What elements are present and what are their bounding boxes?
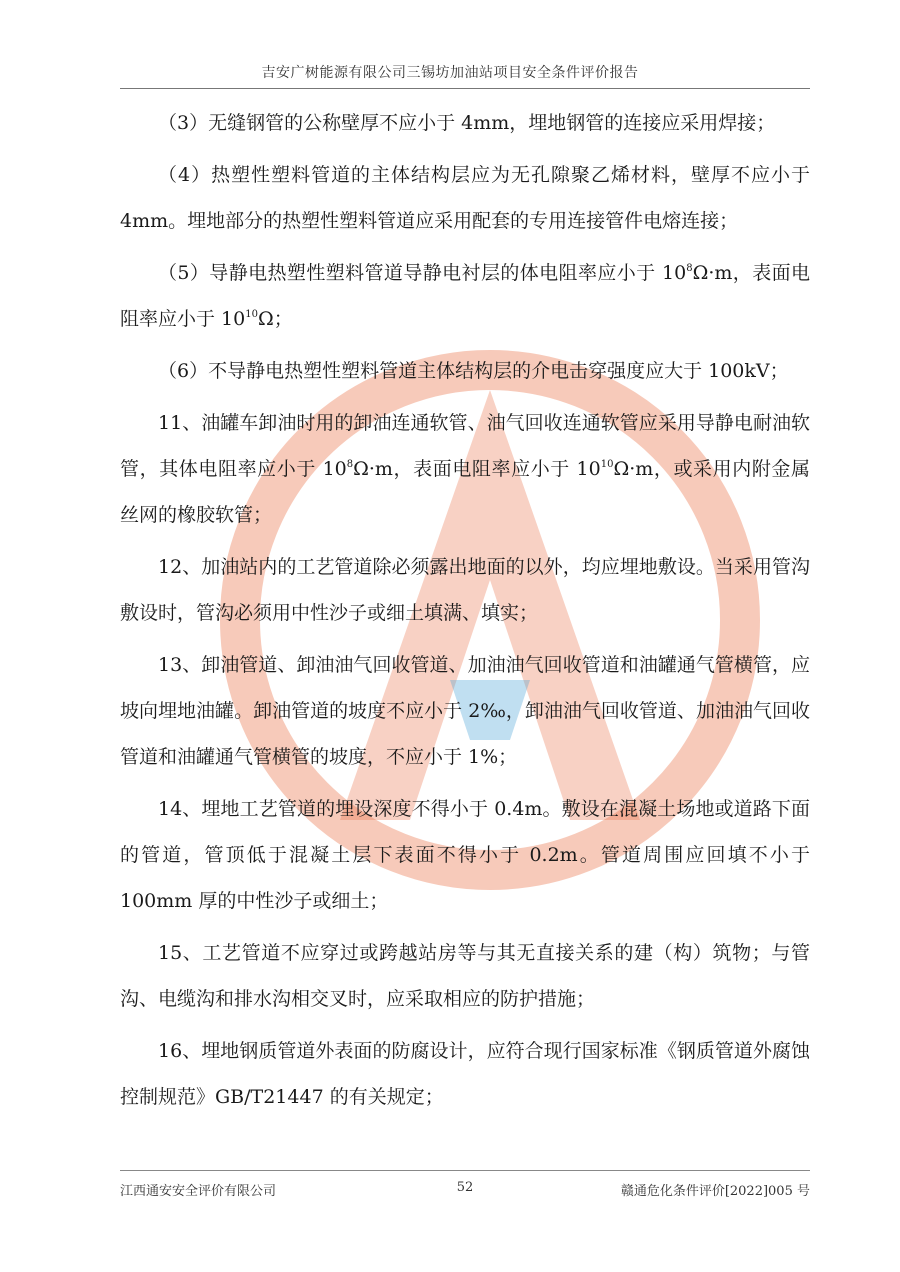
footer-doc-number: 赣通危化条件评价[2022]005 号 [620, 1184, 810, 1199]
document-body [120, 100, 810, 1126]
paragraph-6: （6）不导静电热塑性塑料管道主体结构层的介电击穿强度应大于 100kV； [158, 360, 789, 382]
paragraph-15: 15、工艺管道不应穿过或跨越站房等与其无直接关系的建（构）筑物；与管沟、电缆沟和排水沟相交叉时，应采取相应的防护措施； [120, 942, 810, 1010]
paragraph-11-text-b: Ω·m，表面电阻率应小于 10 [353, 458, 601, 480]
paragraph-11-text-c: Ω·m，或采用内附金属丝网的橡胶软管； [120, 458, 811, 526]
exponent: 10 [600, 459, 614, 470]
paragraph-12: 12、加油站内的工艺管道除必须露出地面的以外，均应埋地敷设。当采用管沟敷设时，管沟必须用中性沙子或细土填满、填实； [120, 556, 810, 624]
paragraph-11 [120, 400, 810, 538]
paragraph-3: （3）无缝钢管的公称壁厚不应小于 4mm，埋地钢管的连接应采用焊接； [158, 112, 776, 134]
exponent: 8 [346, 459, 354, 470]
page-header: 吉安广树能源有限公司三锡坊加油站项目安全条件评价报告 [261, 65, 639, 81]
paragraph-11-text-a: 11、油罐车卸油时用的卸油连通软管、油气回收连通软管应采用导静电耐油软管，其体电阻率应小于 10 [120, 412, 810, 480]
footer-divider [120, 1170, 810, 1171]
paragraph-4: （4）热塑性塑料管道的主体结构层应为无孔隙聚乙烯材料，壁厚不应小于 4mm。埋地部分的热塑性塑料管道应采用配套的专用连接管件电熔连接； [120, 164, 810, 232]
paragraph-5 [120, 250, 810, 342]
paragraph-13: 13、卸油管道、卸油油气回收管道、加油油气回收管道和油罐通气管横管，应坡向埋地油罐。卸油管道的坡度不应小于 2‰，卸油油气回收管道、加油油气回收管道和油罐通气管横管的坡度，不应小于 1%； [120, 654, 810, 768]
exponent: 10 [245, 309, 258, 320]
footer-company: 江西通安安全评价有限公司 [120, 1184, 277, 1199]
paragraph-16: 16、埋地钢质管道外表面的防腐设计，应符合现行国家标准《钢质管道外腐蚀控制规范》GB/T21447 的有关规定； [120, 1040, 810, 1108]
paragraph-5-text-a: （5）导静电热塑性塑料管道导静电衬层的体电阻率应小于 10 [158, 262, 687, 284]
page-number: 52 [456, 1180, 474, 1195]
paragraph-5-text-c: Ω； [257, 308, 293, 330]
exponent: 8 [686, 263, 693, 274]
paragraph-5-text-b: Ω·m，表面电阻率应小于 10 [120, 262, 811, 330]
paragraph-14: 14、埋地工艺管道的埋设深度不得小于 0.4m。敷设在混凝土场地或道路下面的管道，管顶低于混凝土层下表面不得小于 0.2m。管道周围应回填不小于 100mm 厚的中性沙子或细土； [120, 798, 810, 912]
header-divider [120, 88, 810, 89]
